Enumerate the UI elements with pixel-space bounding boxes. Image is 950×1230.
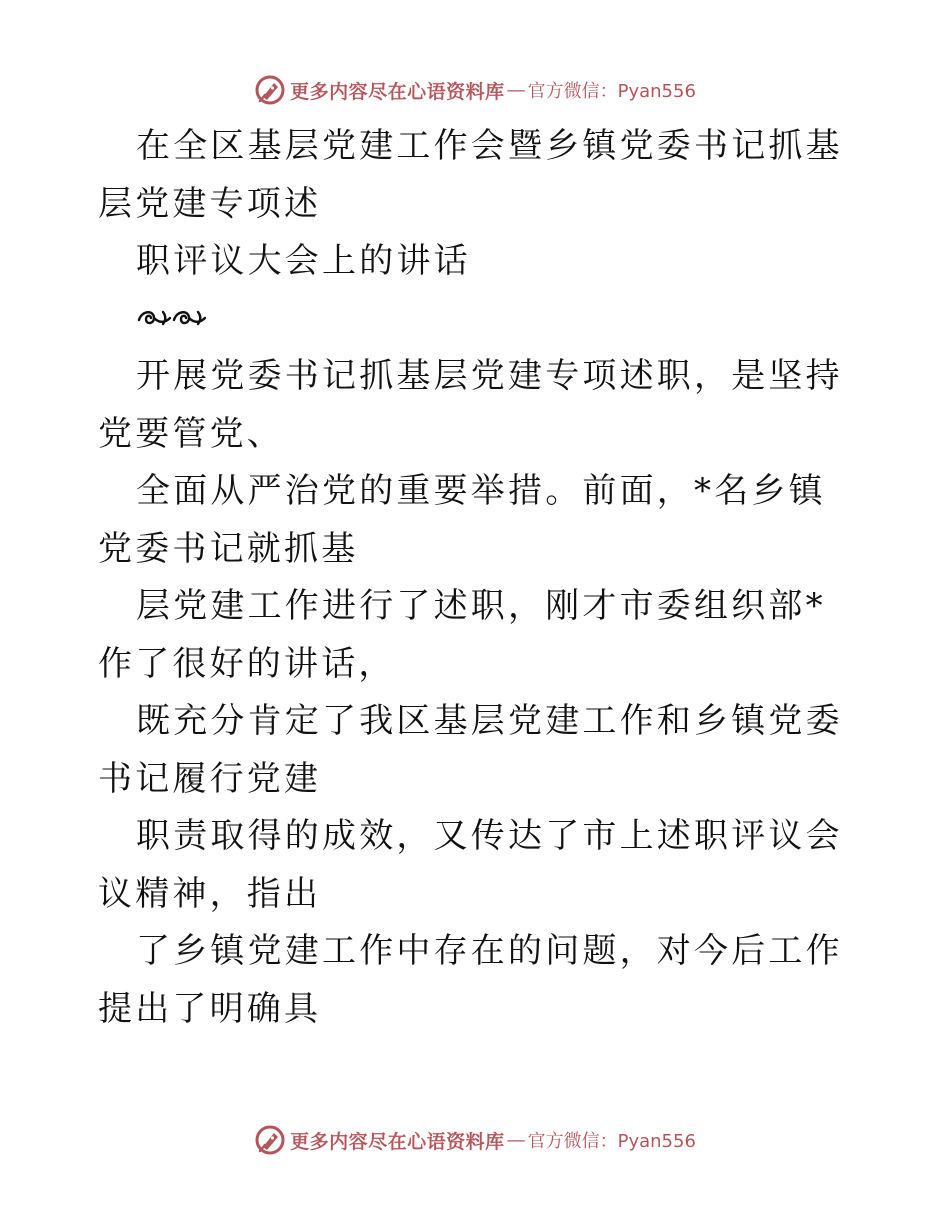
footer-banner [0, 1122, 950, 1158]
header-site-text: 更多内容尽在心语资料库 [290, 80, 505, 103]
footer-wechat-text: 官方微信：Pyan556 [527, 1131, 696, 1152]
document-title-line-2: 职评议大会上的讲话 [136, 241, 471, 281]
paragraph-line: 既充分肯定了我区基层党建工作和乡镇党委书记履行党建 [98, 701, 843, 799]
document-body [98, 118, 858, 1038]
paragraph-line: 了乡镇党建工作中存在的问题，对今后工作提出了明确具 [98, 931, 843, 1029]
paragraph-line: 全面从严治党的重要举措。前面，*名乡镇党委书记就抓基 [98, 471, 826, 569]
pen-nib-logo-icon [254, 1124, 286, 1156]
document-title-line-1: 在全区基层党建工作会暨乡镇党委书记抓基层党建专项述 [98, 126, 843, 224]
header-separator: — [506, 79, 526, 101]
pen-nib-logo-icon [254, 74, 286, 106]
footer-separator: — [506, 1129, 526, 1151]
header-banner [0, 72, 950, 108]
flourish-ornament-icon [98, 291, 858, 349]
paragraph-line: 开展党委书记抓基层党建专项述职，是坚持党要管党、 [98, 356, 843, 454]
paragraph-line: 职责取得的成效，又传达了市上述职评议会议精神，指出 [98, 816, 843, 914]
header-wechat-text: 官方微信：Pyan556 [527, 81, 696, 102]
footer-site-text: 更多内容尽在心语资料库 [290, 1130, 505, 1153]
paragraph-line: 层党建工作进行了述职，刚才市委组织部*作了很好的讲话， [98, 586, 826, 684]
